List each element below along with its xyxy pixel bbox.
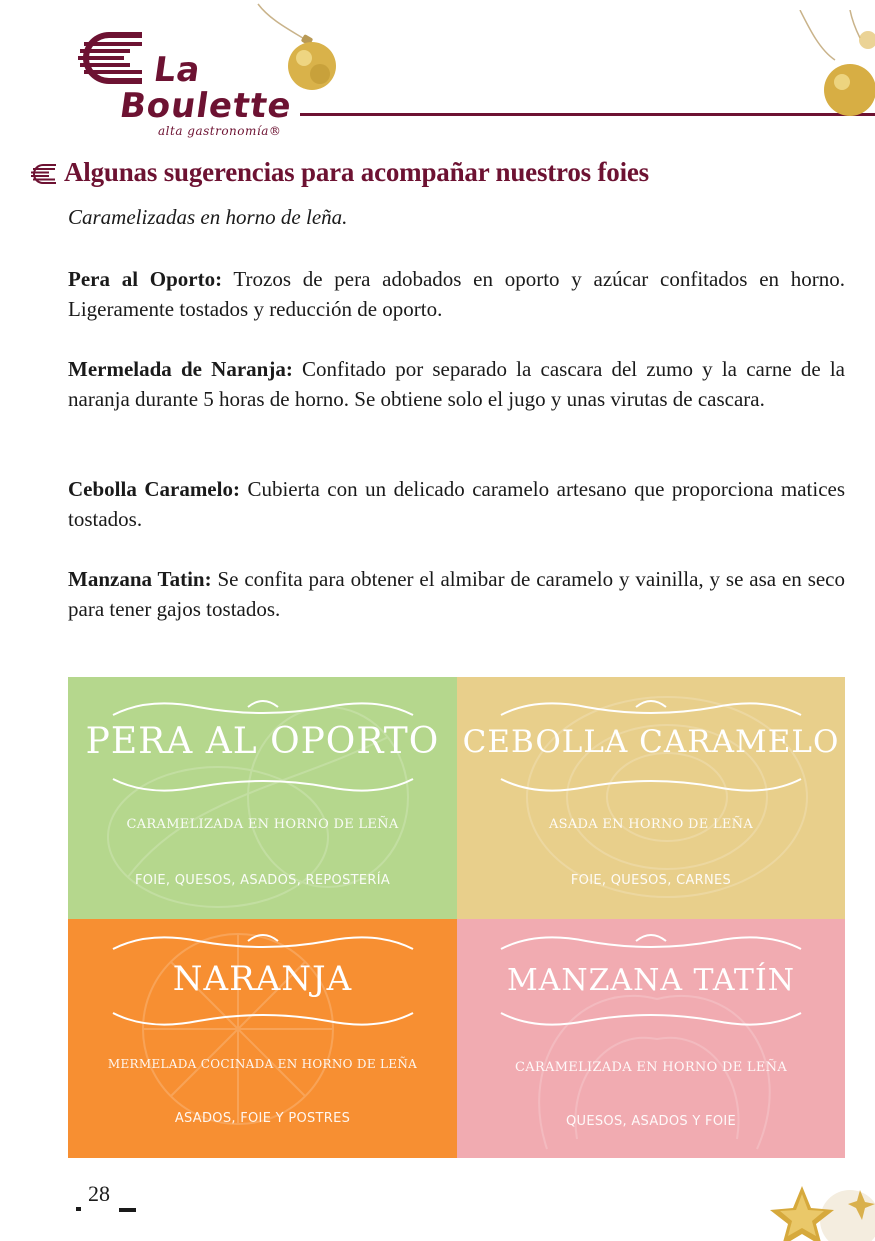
christmas-star-icon xyxy=(720,1150,875,1241)
christmas-bauble-icon xyxy=(250,0,350,100)
item-description xyxy=(68,564,845,624)
ornament-swirl-icon xyxy=(108,1007,418,1035)
product-card-naranja xyxy=(68,919,457,1158)
card-subtitle: CARAMELIZADA EN HORNO DE LEÑA xyxy=(126,817,399,832)
card-title: NARANJA xyxy=(172,959,353,999)
item-text: Se confita para obtener el almibar de caramelo y vainilla, y se asa en seco para tener gajos tostados. xyxy=(68,567,846,621)
ornament-swirl-icon xyxy=(496,693,806,721)
item-description xyxy=(68,264,845,324)
ornament-swirl-icon xyxy=(496,773,806,801)
christmas-bauble-icon xyxy=(790,10,875,120)
ornament-swirl-icon xyxy=(108,927,418,955)
product-card-manzana xyxy=(457,919,845,1158)
section-subtitle: Caramelizadas en horno de leña. xyxy=(68,205,348,229)
card-uses: ASADOS, FOIE Y POSTRES xyxy=(174,1111,351,1126)
product-card-cebolla xyxy=(457,677,845,919)
ornament-swirl-icon xyxy=(108,693,418,721)
card-subtitle: MERMELADA COCINADA EN HORNO DE LEÑA xyxy=(107,1057,418,1071)
item-text: Cubierta con un delicado caramelo artesano que proporciona matices tostados. xyxy=(68,477,846,531)
card-title: MANZANA TATÍN xyxy=(506,963,796,998)
card-subtitle: ASADA EN HORNO DE LEÑA xyxy=(548,817,754,832)
bullet-logo-icon xyxy=(30,163,56,185)
item-name: Pera al Oporto: xyxy=(68,267,223,291)
header-rule xyxy=(300,113,875,116)
card-title: CEBOLLA CARAMELO xyxy=(462,724,840,760)
page-number-mark xyxy=(76,1207,81,1211)
card-uses: FOIE, QUESOS, ASADOS, REPOSTERÍA xyxy=(134,873,391,888)
logo-name-line-2: Boulette xyxy=(117,86,295,126)
item-text: Trozos de pera adobados en oporto y azúcar confitados en horno. Ligeramente tostados y reducción de oporto. xyxy=(68,267,845,321)
item-description xyxy=(68,354,845,414)
logo-tagline: alta gastronomía® xyxy=(158,124,282,138)
item-description xyxy=(68,474,845,534)
logo-name-line-1: La xyxy=(151,50,204,90)
card-uses: QUESOS, ASADOS Y FOIE xyxy=(566,1114,736,1129)
ornament-swirl-icon xyxy=(496,927,806,955)
item-name: Manzana Tatin: xyxy=(68,567,212,591)
item-text: Confitado por separado la cascara del zumo y la carne de la naranja durante 5 horas de horno. Se obtiene solo el jugo y unas virutas de cascara. xyxy=(68,357,845,411)
ornament-swirl-icon xyxy=(496,1007,806,1035)
section-title: Algunas sugerencias para acompañar nuestros foies xyxy=(64,157,649,187)
card-title: PERA AL OPORTO xyxy=(85,721,440,762)
page-number-mark xyxy=(119,1208,136,1212)
page-number: 28 xyxy=(88,1181,110,1206)
logo-mark-icon xyxy=(76,28,142,88)
item-name: Cebolla Caramelo: xyxy=(68,477,240,501)
item-name: Mermelada de Naranja: xyxy=(68,357,293,381)
product-card-pera xyxy=(68,677,457,919)
ornament-swirl-icon xyxy=(108,773,418,801)
card-subtitle: CARAMELIZADA EN HORNO DE LEÑA xyxy=(514,1060,788,1075)
card-uses: FOIE, QUESOS, CARNES xyxy=(570,873,732,888)
product-card-grid xyxy=(68,677,845,1158)
